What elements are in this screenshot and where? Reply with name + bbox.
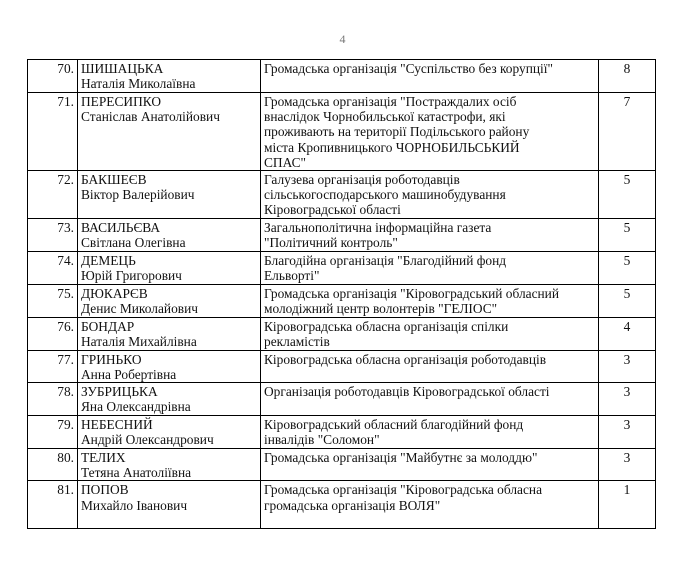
person-given-names: Андрій Олександрович	[81, 432, 214, 448]
organization-line: Громадська організація "Кіровоградський обласний	[264, 285, 560, 301]
person-surname: БАКШЕЄВ	[81, 172, 147, 188]
table-row	[28, 251, 656, 284]
votes-count: 5	[599, 284, 656, 317]
row-number: 75.	[28, 284, 78, 317]
votes-count: 4	[599, 317, 656, 350]
table-row	[28, 481, 656, 529]
organization-cell	[261, 317, 599, 350]
organization-line: сільськогосподарського машинобудування	[264, 187, 506, 203]
person-surname: ДЕМЕЦЬ	[81, 252, 136, 268]
organization-line: інвалідів "Соломон"	[264, 432, 380, 448]
person-name-cell	[78, 218, 261, 251]
row-number: 71.	[28, 93, 78, 171]
table-row	[28, 93, 656, 171]
votes-count: 5	[599, 171, 656, 219]
row-number: 78.	[28, 383, 78, 416]
organization-line: міста Кропивницького ЧОРНОБИЛЬСЬКИЙ	[264, 139, 520, 155]
organization-cell	[261, 416, 599, 449]
table-row	[28, 317, 656, 350]
table-body	[28, 60, 656, 529]
person-given-names: Наталія Михайлівна	[81, 333, 197, 349]
organization-line: внаслідок Чорнобильської катастрофи, які	[264, 109, 506, 125]
person-name-cell	[78, 317, 261, 350]
person-surname: ТЕЛИХ	[81, 450, 126, 466]
organization-line: "Політичний контроль"	[264, 234, 398, 250]
organization-line: Громадська організація "Суспільство без корупції"	[264, 61, 553, 76]
person-name-cell	[78, 416, 261, 449]
organization-cell	[261, 383, 599, 416]
person-given-names: Тетяна Анатоліївна	[81, 465, 192, 481]
person-surname: ПОПОВ	[81, 482, 129, 498]
person-name-cell	[78, 251, 261, 284]
table-row	[28, 171, 656, 219]
organization-cell	[261, 350, 599, 382]
person-given-names: Михайло Іванович	[81, 497, 188, 513]
organization-cell	[261, 251, 599, 284]
row-number: 72.	[28, 171, 78, 219]
organization-line: громадська організація ВОЛЯ"	[264, 497, 441, 513]
organization-line: молодіжний центр волонтерів "ГЕЛІОС"	[264, 300, 498, 316]
votes-count: 5	[599, 251, 656, 284]
person-surname: ГРИНЬКО	[81, 351, 142, 367]
person-name-cell	[78, 350, 261, 382]
table-row	[28, 284, 656, 317]
person-name-cell	[78, 60, 261, 93]
organization-line: Галузева організація роботодавців	[264, 172, 460, 188]
organization-line: проживають на території Подільського району	[264, 124, 530, 140]
person-surname: ВАСИЛЬЄВА	[81, 219, 161, 235]
votes-count: 8	[599, 60, 656, 93]
person-given-names: Денис Миколайович	[81, 300, 198, 316]
organization-line: Загальнополітична інформаційна газета	[264, 219, 492, 235]
person-given-names: Світлана Олегівна	[81, 234, 186, 250]
person-given-names: Віктор Валерійович	[81, 187, 195, 203]
person-given-names: Яна Олександрівна	[81, 399, 191, 415]
person-given-names: Юрій Григорович	[81, 267, 182, 283]
organization-line: Організація роботодавців Кіровоградської області	[264, 384, 550, 400]
candidates-table	[27, 59, 656, 529]
organization-cell	[261, 171, 599, 219]
organization-line: Кіровоградської області	[264, 202, 401, 218]
table-row	[28, 350, 656, 382]
person-surname: ШИШАЦЬКА	[81, 61, 164, 76]
person-surname: ДЮКАРЄВ	[81, 285, 148, 301]
table-row	[28, 449, 656, 481]
organization-line: Кіровоградський обласний благодійний фонд	[264, 417, 524, 433]
person-name-cell	[78, 284, 261, 317]
votes-count: 7	[599, 93, 656, 171]
organization-line: Благодійна організація "Благодійний фонд	[264, 252, 507, 268]
votes-count: 3	[599, 416, 656, 449]
organization-line: Громадська організація "Майбутнє за молоддю"	[264, 450, 538, 466]
organization-line: Громадська організація "Кіровоградська обласна	[264, 482, 543, 498]
person-surname: ПЕРЕСИПКО	[81, 94, 162, 109]
table-row	[28, 383, 656, 416]
person-given-names: Станіслав Анатолійович	[81, 109, 220, 125]
organization-cell	[261, 284, 599, 317]
organization-cell	[261, 449, 599, 481]
votes-count: 3	[599, 383, 656, 416]
organization-cell	[261, 93, 599, 171]
row-number: 81.	[28, 481, 78, 529]
person-name-cell	[78, 171, 261, 219]
organization-line: рекламістів	[264, 333, 330, 349]
person-name-cell	[78, 449, 261, 481]
organization-line: Кіровоградська обласна організація спілки	[264, 318, 509, 334]
person-surname: ЗУБРИЦЬКА	[81, 384, 158, 400]
table-row	[28, 416, 656, 449]
person-name-cell	[78, 93, 261, 171]
organization-line: Громадська організація "Постраждалих осіб	[264, 94, 517, 109]
organization-line: СПАС"	[264, 154, 307, 170]
table-row	[28, 60, 656, 93]
row-number: 74.	[28, 251, 78, 284]
person-name-cell	[78, 383, 261, 416]
row-number: 77.	[28, 350, 78, 382]
votes-count: 3	[599, 350, 656, 382]
person-surname: БОНДАР	[81, 318, 135, 334]
table-row	[28, 218, 656, 251]
page-number: 4	[339, 32, 346, 46]
organization-cell	[261, 481, 599, 529]
votes-count: 3	[599, 449, 656, 481]
organization-cell	[261, 218, 599, 251]
person-surname: НЕБЕСНИЙ	[81, 417, 153, 433]
person-given-names: Анна Робертівна	[81, 366, 177, 382]
row-number: 76.	[28, 317, 78, 350]
row-number: 79.	[28, 416, 78, 449]
row-number: 80.	[28, 449, 78, 481]
person-name-cell	[78, 481, 261, 529]
row-number: 73.	[28, 218, 78, 251]
person-given-names: Наталія Миколаївна	[81, 76, 196, 92]
votes-count: 5	[599, 218, 656, 251]
row-number: 70.	[28, 60, 78, 93]
organization-cell	[261, 60, 599, 93]
organization-line: Кіровоградська обласна організація роботодавців	[264, 351, 547, 367]
organization-line: Ельворті"	[264, 267, 320, 283]
votes-count: 1	[599, 481, 656, 529]
